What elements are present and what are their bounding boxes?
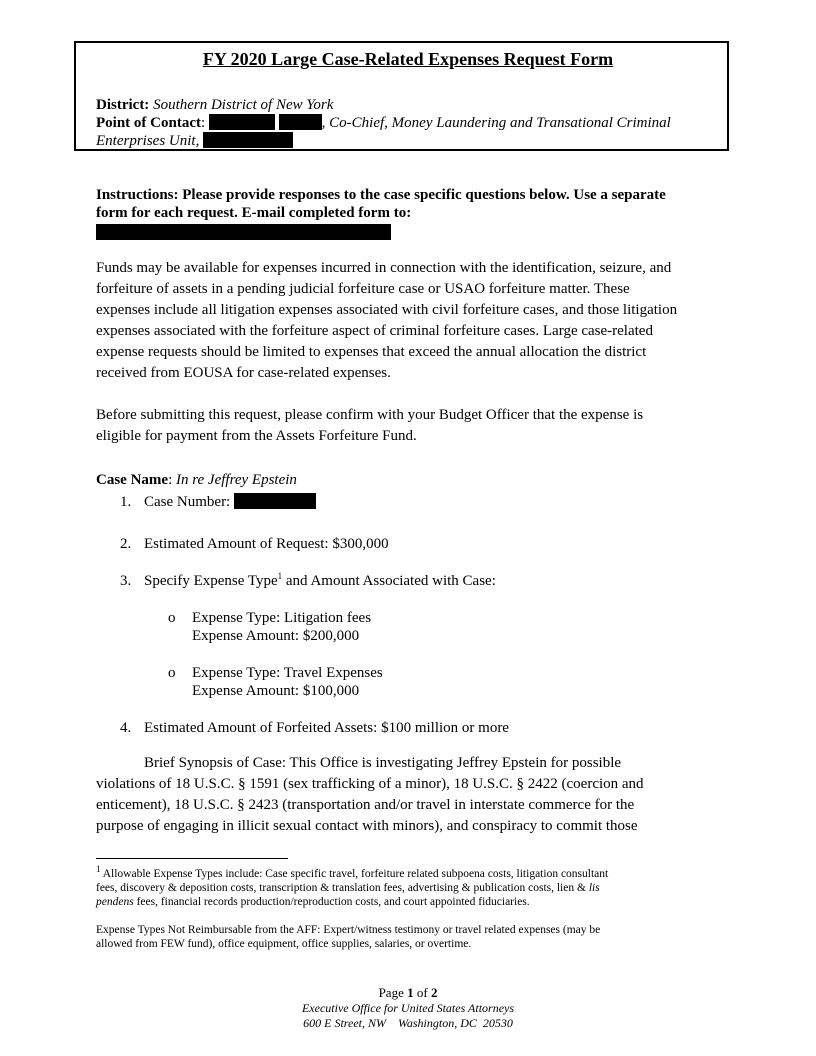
case-number-label: Case Number: [144,494,231,510]
case-name-colon: : [168,472,173,488]
text-line: Funds may be available for expenses incurred in connection with the identification, seizure, and [96,260,672,276]
case-name-value: In re Jeffrey Epstein [176,472,297,488]
footnote-line: allowed from FEW fund), office equipment, office supplies, salaries, or overtime. [96,938,472,950]
case-name-line [96,471,297,489]
footnote-line [96,864,609,881]
footnote [96,864,609,951]
funds-paragraph [96,258,677,384]
district-value: Southern District of New York [153,97,334,113]
redaction-block [209,114,275,130]
item-number: 4. [120,720,132,736]
text-line: purpose of engaging in illicit sexual contact with minors), and conspiracy to commit those [96,818,638,834]
footnote-number: 1 [96,864,101,875]
text-line: enticement), 18 U.S.C. § 2423 (transportation and/or travel in interstate commerce for the [96,797,635,813]
expense-type-text-cont: and Amount Associated with Case: [282,573,496,589]
text-line: expenses include all litigation expenses associated with civil forfeiture cases, and those litigation [96,302,678,318]
bullet: o [168,665,176,681]
footnote-line: Expense Types Not Reimbursable from the AFF: Expert/witness testimony or travel related expenses (may be [96,924,601,936]
page-total: 2 [430,985,438,1000]
footer-org: Executive Office for United States Attorneys [301,1001,515,1015]
point-of-contact-line-2 [96,132,293,150]
forfeited-assets: Estimated Amount of Forfeited Assets: $100 million or more [144,720,509,736]
instructions-line-2: form for each request. E-mail completed form to: [96,205,412,221]
poc-label: Point of Contact [96,115,201,131]
text-line: Before submitting this request, please confirm with your Budget Officer that the expense is [96,407,644,423]
poc-value: , Co-Chief, Money Laundering and Transational Criminal [321,115,671,131]
expense-amount: Expense Amount: $100,000 [192,683,360,699]
point-of-contact-line [96,114,671,132]
expense-type-heading [144,572,496,590]
text-line: Brief Synopsis of Case: This Office is investigating Jeffrey Epstein for possible [144,755,622,771]
poc-value-cont: Enterprises Unit, [96,133,200,149]
item-number: 1. [120,494,132,510]
footnote-line [96,895,608,909]
text-line: expenses associated with the forfeiture aspect of criminal forfeiture cases. Large case-related [96,323,653,339]
page-number [0,985,816,1000]
bullet: o [168,610,176,626]
footnote-italic: pendens [96,896,134,908]
page-prefix: Page [378,985,408,1000]
redaction-block [234,493,316,509]
expense-type-text: Specify Expense Type [144,573,278,589]
footnote-ref: 1 [277,571,283,581]
redaction-block [203,132,293,148]
text-line: violations of 18 U.S.C. § 1591 (sex trafficking of a minor), 18 U.S.C. § 2422 (coercion and [96,776,644,792]
text-line: eligible for payment from the Assets Forfeiture Fund. [96,428,417,444]
budget-paragraph [96,405,643,447]
text-line: expense requests should be limited to expenses that exceed the annual allocation the district [96,344,647,360]
case-name-label: Case Name [96,472,169,488]
item-number: 3. [120,573,132,589]
redacted-email [96,224,391,240]
expense-amount: Expense Amount: $200,000 [192,628,360,644]
footnote-text: fees, financial records production/reproduction costs, and court appointed fiduciaries. [133,896,530,908]
footnote-text: Allowable Expense Types include: Case specific travel, forfeiture related subpoena costs, litigation consultant [100,868,609,880]
redaction-block [279,114,322,130]
form-title: FY 2020 Large Case-Related Expenses Request Form [202,49,614,69]
expense-type: Expense Type: Litigation fees [192,610,372,626]
instructions-line-1: Instructions: Please provide responses to the case specific questions below. Use a separate [96,187,666,203]
text-line: forfeiture of assets in a pending judicial forfeiture case or USAO forfeiture matter. These [96,281,630,297]
footnote-divider [96,858,288,859]
item-number: 2. [120,536,132,552]
footnote-line [96,881,608,895]
footnote-text: fees, discovery & deposition costs, transcription & translation fees, advertising & publication costs, lien & [96,882,589,894]
synopsis-paragraph [96,753,644,837]
expense-type: Expense Type: Travel Expenses [192,665,383,681]
district-label: District: [96,97,150,113]
text-line: received from EOUSA for case-related expenses. [96,365,391,381]
page-current: 1 [407,985,414,1000]
footer-address: 600 E Street, NW Washington, DC 20530 [303,1016,513,1030]
case-number-line [144,493,316,511]
district-line [96,96,333,114]
estimated-request: Estimated Amount of Request: $300,000 [144,536,389,552]
footnote-italic: lis [588,882,600,894]
page-of: of [413,985,431,1000]
poc-colon: : [201,115,206,131]
